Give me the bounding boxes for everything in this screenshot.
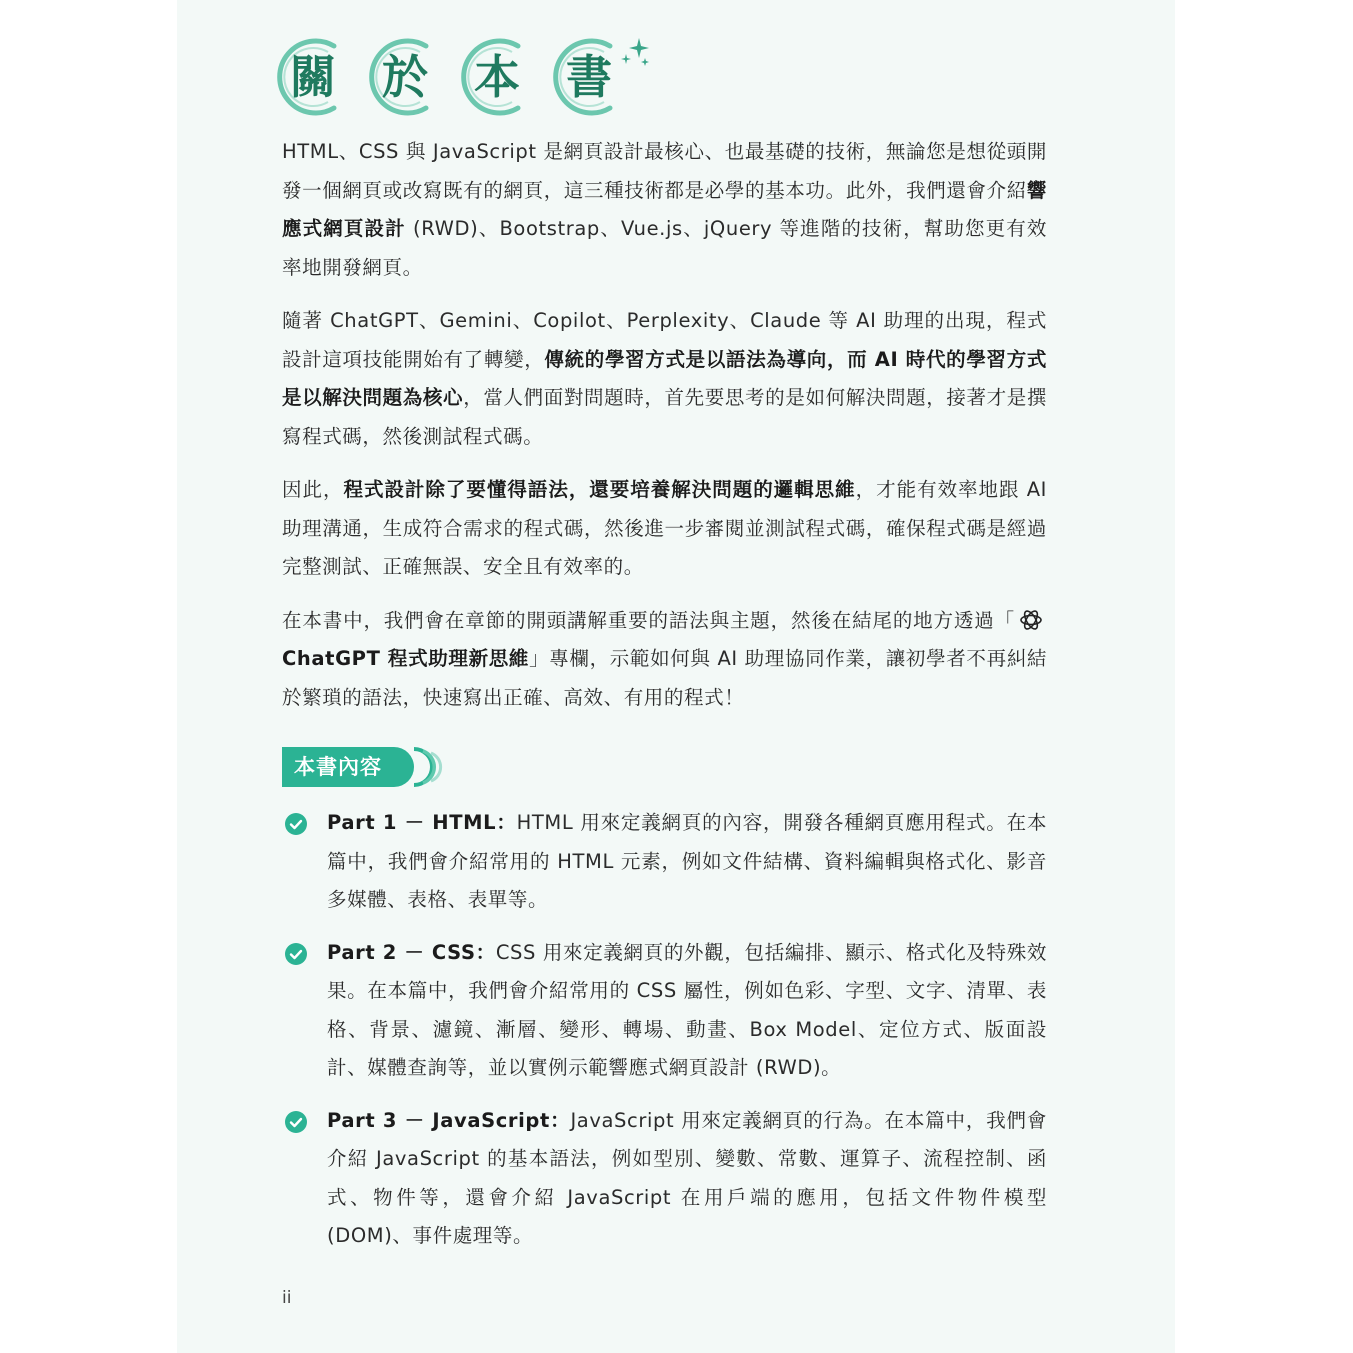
item-text: HTML 用來定義網頁的內容，開發各種網頁應用程式。在本篇中，我們會介紹常用的 HTML 元素，例如文件結構、資料編輯與格式化、影音多媒體、表格、表單等。 [327,811,1047,911]
paragraph-4: 在本書中，我們會在章節的開頭講解重要的語法與主題，然後在結尾的地方透過「ChatGPT 程式助理新思維」專欄，示範如何與 AI 助理協同作業，讓初學者不再糾結於繁瑣的語法，快速寫出正確、高效、有用的程式！ [282,608,1048,709]
heading-char-2: 於 [364,36,446,118]
heading-char-1: 關 [272,36,354,118]
paragraph-3: 因此，程式設計除了要懂得語法，還要培養解決問題的邏輯思維，才能有效率地跟 AI 助理溝通，生成符合需求的程式碼，然後進一步審閱並測試程式碼，確保程式碼是經過完整測試、正確無誤、安全且有效率的。 [282,478,1047,578]
book-page [177,0,1175,1353]
paragraph-1: HTML、CSS 與 JavaScript 是網頁設計最核心、也最基礎的技術，無論您是想從頭開發一個網頁或改寫既有的網頁，這三種技術都是必學的基本功。此外，我們還會介紹響應式網頁設計 (RWD)、Bootstrap、Vue.js、jQuery 等進階的技術，幫助您更有效率地開發網頁。 [282,140,1047,279]
check-circle-icon [285,943,307,965]
heading-char-3: 本 [456,36,538,118]
item-title: Part 3 － JavaScript： [327,1108,571,1132]
content-list [282,804,1047,1270]
intro-text [282,133,1047,732]
list-item [282,1102,1047,1256]
page-number: ii [282,1288,292,1308]
item-title: Part 1 － HTML： [327,811,517,834]
arc-decoration-icon [408,747,448,787]
list-item [282,934,1047,1088]
sparkle-icon [617,36,653,70]
item-text: CSS 用來定義網頁的外觀，包括編排、顯示、格式化及特殊效果。在本篇中，我們會介紹常用的 CSS 屬性，例如色彩、字型、文字、清單、表格、背景、濾鏡、漸層、變形、轉場、動畫、Box Model、定位方式、版面設計、媒體查詢等，並以實例示範響應式網頁設計 (RWD)。 [327,940,1047,1079]
item-title: Part 2 － CSS： [327,940,496,964]
check-circle-icon [285,1111,307,1133]
heading-char-4: 書 [548,36,630,118]
section-tag-label: 本書內容 [282,747,414,787]
check-circle-icon [285,813,307,835]
chatgpt-logo-icon [1018,607,1044,633]
list-item [282,804,1047,920]
paragraph-2: 隨著 ChatGPT、Gemini、Copilot、Perplexity、Claude 等 AI 助理的出現，程式設計這項技能開始有了轉變，傳統的學習方式是以語法為導向，而 AI 時代的學習方式是以解決問題為核心，當人們面對問題時，首先要思考的是如何解決問題，接著才是撰寫程式碼，然後測試程式碼。 [282,309,1048,448]
item-text: JavaScript 用來定義網頁的行為。在本篇中，我們會介紹 JavaScript 的基本語法，例如型別、變數、常數、運算子、流程控制、函式、物件等，還會介紹 JavaScript 在用戶端的應用，包括文件物件模型 (DOM)、事件處理等。 [327,1108,1047,1247]
